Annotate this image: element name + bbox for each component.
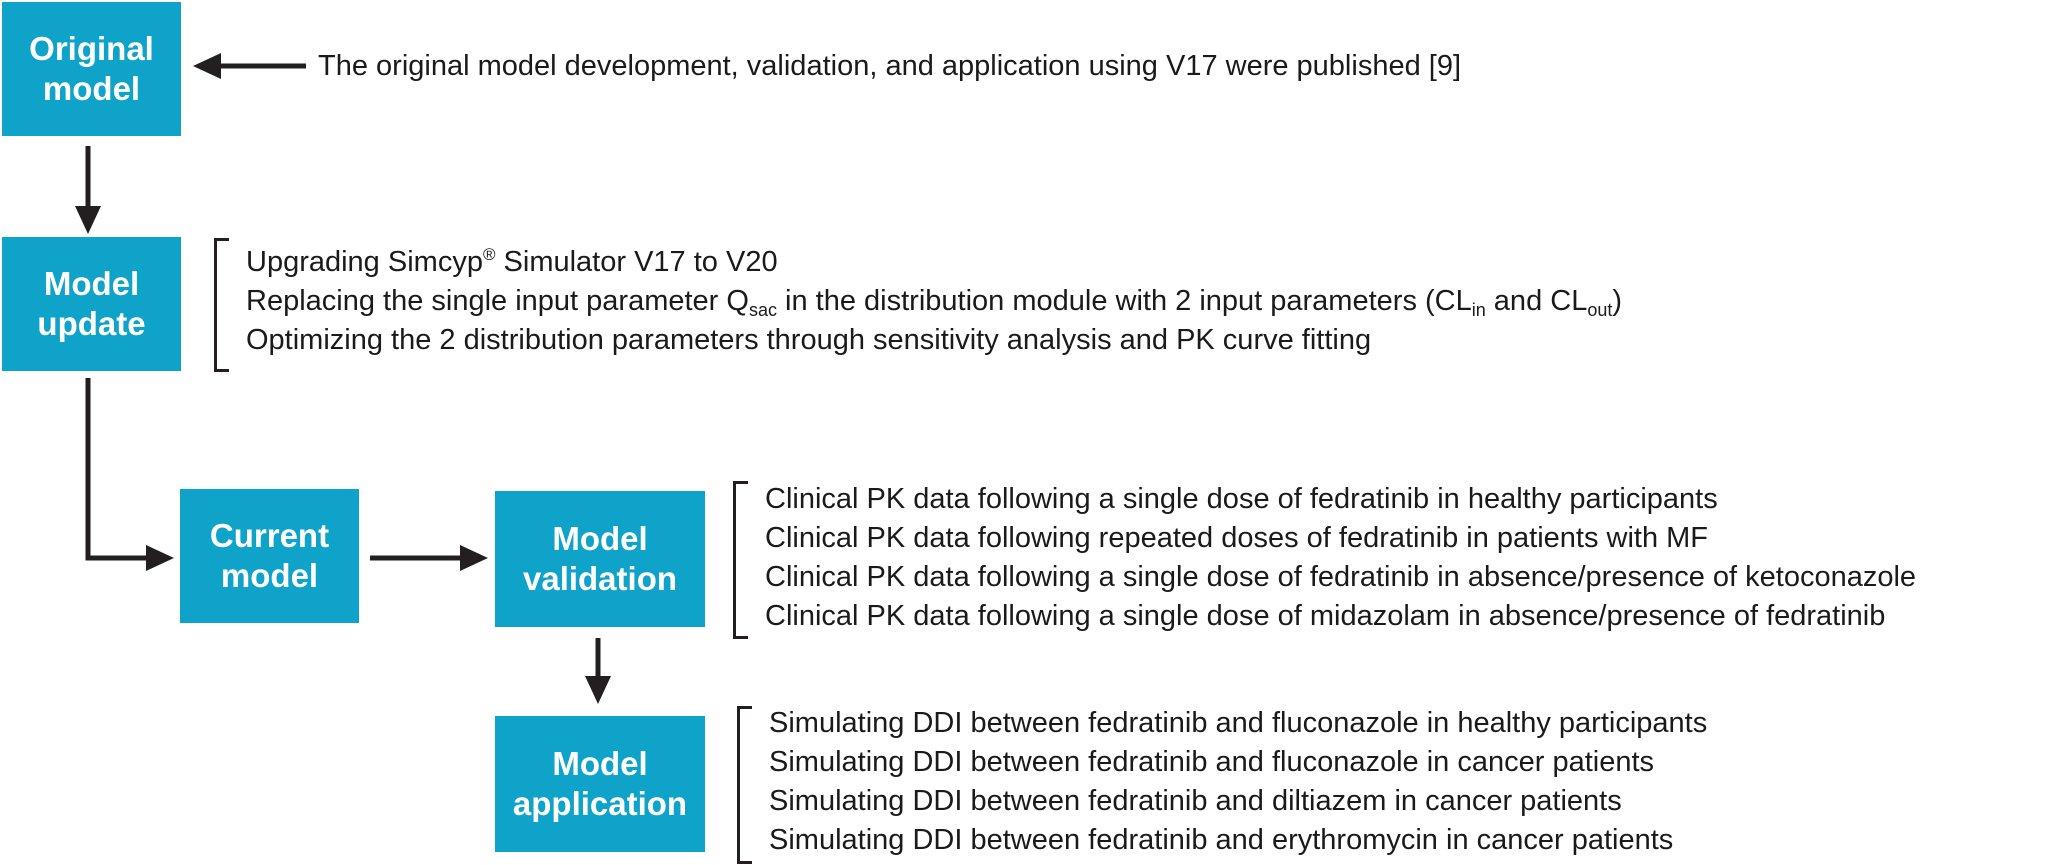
validation-item-4: Clinical PK data following a single dose of midazolam in absence/presence of fedratinib [765, 600, 1886, 632]
application-bracket [737, 706, 752, 864]
application-item-3: Simulating DDI between fedratinib and diltiazem in cancer patients [769, 785, 1622, 817]
validation-list [765, 480, 1916, 636]
model-update-box [2, 237, 181, 371]
model-application-line2: application [512, 785, 688, 822]
validation-bracket [733, 481, 748, 639]
validation-item-2: Clinical PK data following repeated doses of fedratinib in patients with MF [765, 522, 1709, 554]
update-bracket [214, 238, 229, 372]
current-model-line1: Current [209, 517, 330, 554]
arrow-current-to-validation [370, 545, 488, 571]
arrow-validation-to-application [585, 638, 611, 704]
application-item-1: Simulating DDI between fedratinib and fluconazole in healthy participants [769, 707, 1708, 739]
current-model-box [180, 489, 359, 623]
original-model-line1: Original [29, 30, 154, 67]
update-item-2: Replacing the single input parameter $Q_{sac}$ in the distribution module with 2 input parameters ($CL_{in}$ and $CL_{out}$) [246, 285, 1623, 320]
original-model-box [2, 2, 181, 136]
validation-item-1: Clinical PK data following a single dose of fedratinib in healthy participants [765, 483, 1718, 515]
application-item-4: Simulating DDI between fedratinib and erythromycin in cancer patients [769, 824, 1674, 856]
model-validation-box [495, 491, 705, 627]
original-model-line2: model [42, 70, 141, 107]
validation-item-3: Clinical PK data following a single dose of fedratinib in absence/presence of ketoconazole [765, 561, 1917, 593]
model-update-line1: Model [43, 265, 140, 302]
application-list [769, 704, 1707, 860]
update-item-3: Optimizing the 2 distribution parameters through sensitivity analysis and PK curve fitting [246, 324, 1372, 356]
application-item-2: Simulating DDI between fedratinib and fluconazole in cancer patients [769, 746, 1655, 778]
arrow-update-to-current [88, 378, 174, 571]
original-model-note: The original model development, validation, and application using V17 were published [9] [318, 50, 1462, 82]
update-item-1: Upgrading Simcyp® Simulator V17 to V20 [246, 245, 778, 278]
model-update-line2: update [37, 305, 146, 342]
model-application-line1: Model [552, 745, 648, 782]
update-list [246, 243, 1622, 360]
arrow-original-to-update [75, 146, 101, 234]
note-arrow [193, 53, 306, 79]
model-validation-line1: Model [552, 520, 648, 557]
model-validation-line2: validation [522, 560, 678, 597]
current-model-line2: model [220, 557, 319, 594]
model-application-box [495, 716, 705, 852]
